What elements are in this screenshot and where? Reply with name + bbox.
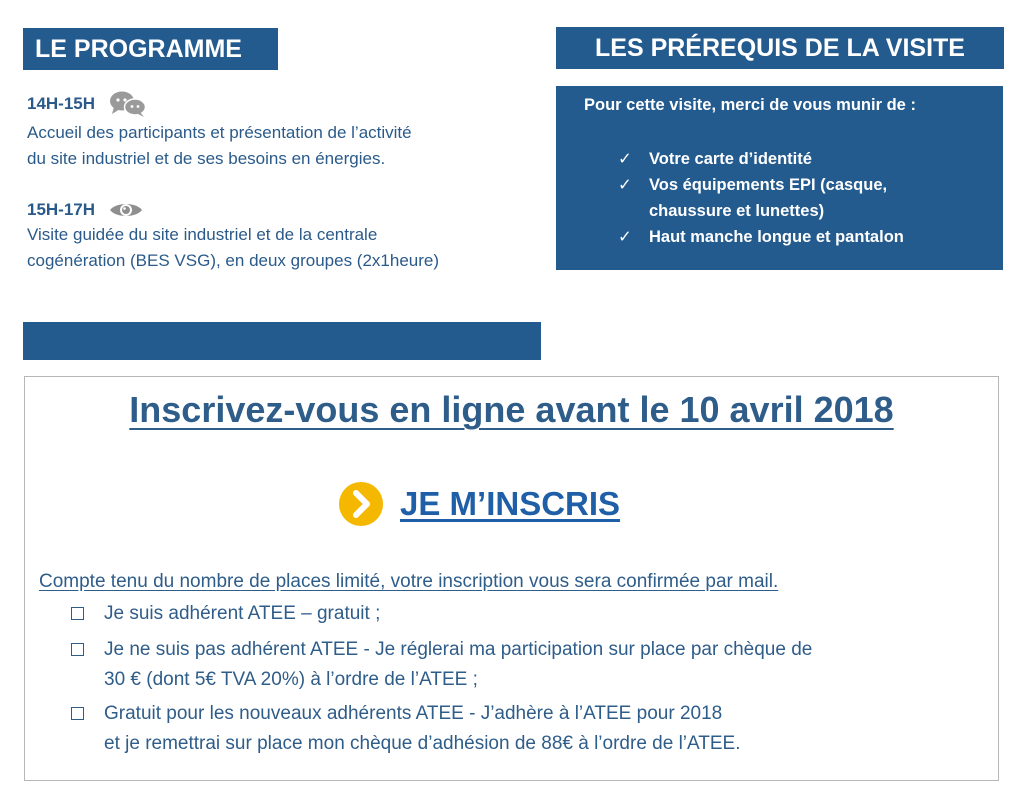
prerequis-item-text: Vos équipements EPI (casque, [649,176,888,194]
option-checkbox[interactable] [71,607,84,620]
registration-option [71,635,812,695]
programme-time: 14H-15H [27,94,96,113]
register-link[interactable] [338,481,620,527]
registration-notice: Compte tenu du nombre de places limité, votre inscription vous sera confirmée par mail. [39,571,779,592]
prerequis-intro: Pour cette visite, merci de vous munir de : [584,96,916,114]
chevron-right-icon [338,481,384,527]
option-text: et je remettrai sur place mon chèque d’adhésion de 88€ à l’ordre de l’ATEE. [104,733,741,754]
registration-headline[interactable]: Inscrivez-vous en ligne avant le 10 avril 2018 [129,389,894,430]
checkmark-icon: ✓ [618,150,632,168]
programme-item-2 [27,200,439,274]
prerequis-item-text: Haut manche longue et pantalon [649,228,904,246]
programme-time: 15H-17H [27,200,96,219]
programme-title [23,28,278,70]
checkmark-icon: ✓ [618,176,632,194]
prerequis-title [556,27,1004,69]
programme-desc-line: Accueil des participants et présentation de l’activité [27,123,412,142]
section-divider-bar [23,322,541,360]
registration-box [24,376,999,781]
register-link-label[interactable]: JE M’INSCRIS [400,485,621,522]
prerequis-item [618,172,969,224]
option-text: 30 € (dont 5€ TVA 20%) à l’ordre de l’ATEE ; [104,669,478,690]
chat-bubbles-icon [109,90,147,118]
option-checkbox[interactable] [71,707,84,720]
prerequis-box [556,86,1003,270]
prerequis-item-text: chaussure et lunettes) [649,202,825,220]
prerequis-item [618,224,969,250]
prerequis-item-text: Votre carte d’identité [649,150,812,168]
registration-option [71,699,741,759]
option-text: Gratuit pour les nouveaux adhérents ATEE - J’adhère à l’ATEE pour 2018 [104,703,723,724]
programme-title-text: LE PROGRAMME [35,34,242,63]
registration-option [71,599,380,629]
option-text: Je ne suis pas adhérent ATEE - Je réglerai ma participation sur place par chèque de [104,639,813,660]
programme-desc-line: cogénération (BES VSG), en deux groupes (2x1heure) [27,251,440,270]
programme-item-1 [27,90,412,172]
programme-desc-line: Visite guidée du site industriel et de la centrale [27,225,378,244]
prerequis-item [618,146,969,172]
eye-icon [109,200,143,220]
prerequis-list [618,146,969,250]
checkmark-icon: ✓ [618,228,632,246]
option-text: Je suis adhérent ATEE – gratuit ; [104,603,381,624]
prerequis-title-text: LES PRÉREQUIS DE LA VISITE [595,33,965,62]
option-checkbox[interactable] [71,643,84,656]
programme-desc-line: du site industriel et de ses besoins en énergies. [27,149,386,168]
